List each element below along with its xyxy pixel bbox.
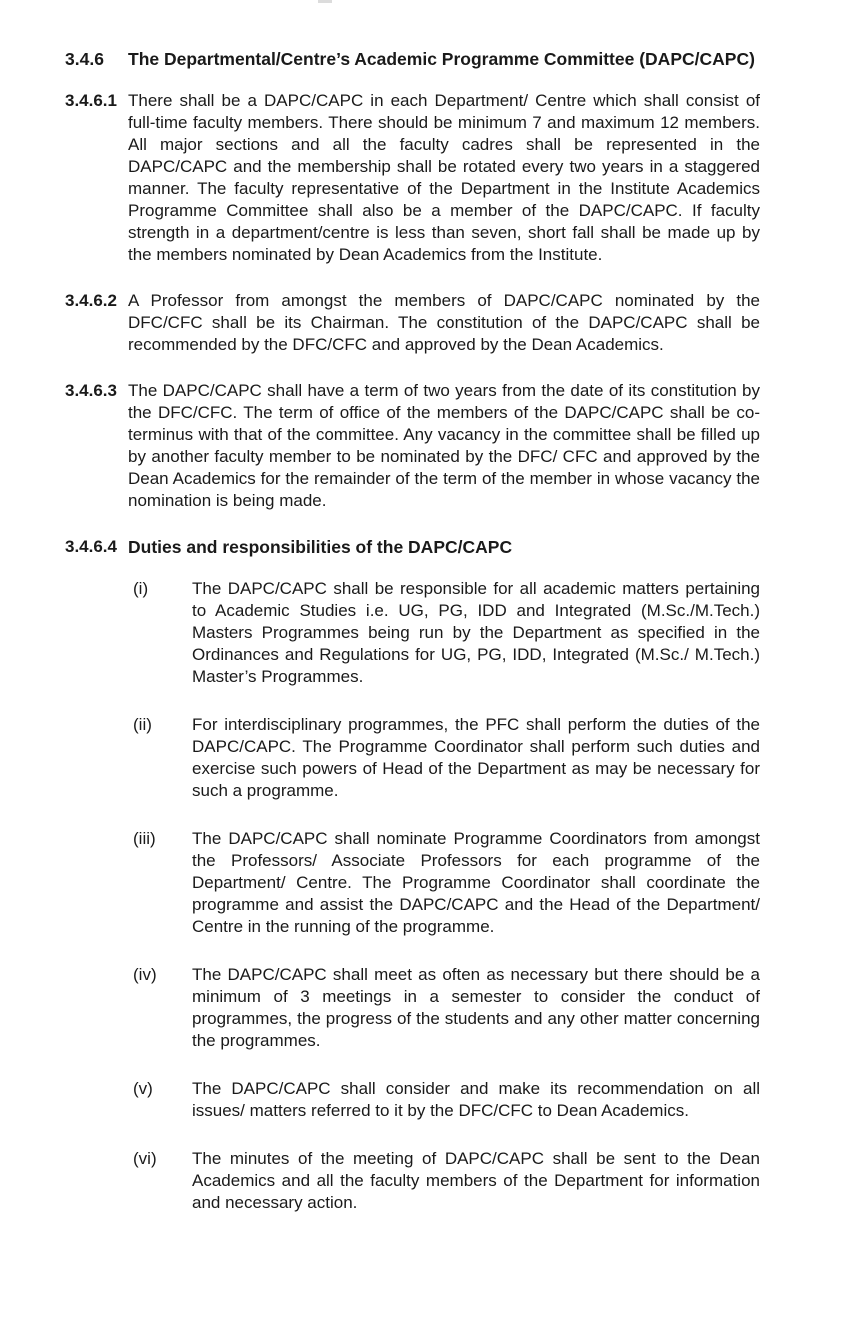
- list-marker: (v): [133, 1079, 153, 1098]
- list-marker: (vi): [133, 1149, 157, 1168]
- section-3-4-6-2: [65, 290, 760, 356]
- section-heading-3-4-6-4: [65, 536, 760, 558]
- list-marker: (iii): [133, 829, 156, 848]
- list-item-text: The DAPC/CAPC shall be responsible for all academic matters pertaining to Academic Studies i.e. UG, PG, IDD and Integrated (M.Sc./M.Tech.) Masters Programmes being run by the Department as specified in the Ordinances and Regulations for UG, PG, IDD, Integrated (M.Sc./ M.Tech.) Master’s Programmes.: [192, 579, 760, 686]
- section-3-4-6-1: [65, 90, 760, 266]
- list-item-v: [128, 1078, 760, 1122]
- paragraph-text: There shall be a DAPC/CAPC in each Department/ Centre which shall consist of full-time faculty members. There should be minimum 7 and maximum 12 members. All major sections and all the faculty cadres shall be represented in the DAPC/CAPC and the membership shall be rotated every two years in a staggered manner. The faculty representative of the Department in the Institute Academics Programme Committee shall also be a member of the DAPC/CAPC. If faculty strength in a department/centre is less than seven, short fall shall be made up by the members nominated by Dean Academics from the Institute.: [128, 91, 760, 264]
- paragraph-text: The DAPC/CAPC shall have a term of two years from the date of its constitution by the DFC/CFC. The term of office of the members of the DAPC/CAPC shall be co-terminus with that of the committee. Any vacancy in the committee shall be filled up by another faculty member to be nominated by the DFC/ CFC and approved by the Dean Academics for the remainder of the term of the member in whose vacancy the nomination is being made.: [128, 381, 760, 510]
- list-item-text: For interdisciplinary programmes, the PFC shall perform the duties of the DAPC/CAPC. The Programme Coordinator shall perform such duties and exercise such powers of Head of the Department as may be necessary for such a programme.: [192, 715, 760, 800]
- list-item-text: The DAPC/CAPC shall nominate Programme Coordinators from amongst the Professors/ Associate Professors for each programme of the Department/ Centre. The Programme Coordinator shall coordinate the programme and assist the DAPC/CAPC and the Head of the Department/ Centre in the running of the programme.: [192, 829, 760, 936]
- section-number: 3.4.6.1: [65, 91, 117, 110]
- page-header-remnant: [318, 0, 332, 3]
- list-item-vi: [128, 1148, 760, 1214]
- section-number: 3.4.6: [65, 49, 104, 69]
- list-item-text: The minutes of the meeting of DAPC/CAPC shall be sent to the Dean Academics and all the faculty members of the Department for information and necessary action.: [192, 1149, 760, 1212]
- duties-list: [65, 578, 760, 1214]
- section-3-4-6-3: [65, 380, 760, 512]
- list-item-iii: [128, 828, 760, 938]
- section-title: The Departmental/Centre’s Academic Programme Committee (DAPC/CAPC): [128, 49, 755, 69]
- list-marker: (i): [133, 579, 149, 598]
- section-number: 3.4.6.2: [65, 291, 117, 310]
- list-marker: (ii): [133, 715, 152, 734]
- section-heading-3-4-6: [65, 46, 760, 73]
- list-item-text: The DAPC/CAPC shall meet as often as necessary but there should be a minimum of 3 meetings in a semester to consider the conduct of programmes, the progress of the students and any other matter concerning the programmes.: [192, 965, 760, 1050]
- list-item-ii: [128, 714, 760, 802]
- list-item-text: The DAPC/CAPC shall consider and make its recommendation on all issues/ matters referred to it by the DFC/CFC to Dean Academics.: [192, 1079, 760, 1120]
- section-number: 3.4.6.4: [65, 537, 117, 556]
- list-marker: (iv): [133, 965, 157, 984]
- paragraph-text: A Professor from amongst the members of DAPC/CAPC nominated by the DFC/CFC shall be its Chairman. The constitution of the DAPC/CAPC shall be recommended by the DFC/CFC and approved by the Dean Academics.: [128, 291, 760, 354]
- list-item-iv: [128, 964, 760, 1052]
- section-title: Duties and responsibilities of the DAPC/CAPC: [128, 537, 513, 557]
- list-item-i: [128, 578, 760, 688]
- section-number: 3.4.6.3: [65, 381, 117, 400]
